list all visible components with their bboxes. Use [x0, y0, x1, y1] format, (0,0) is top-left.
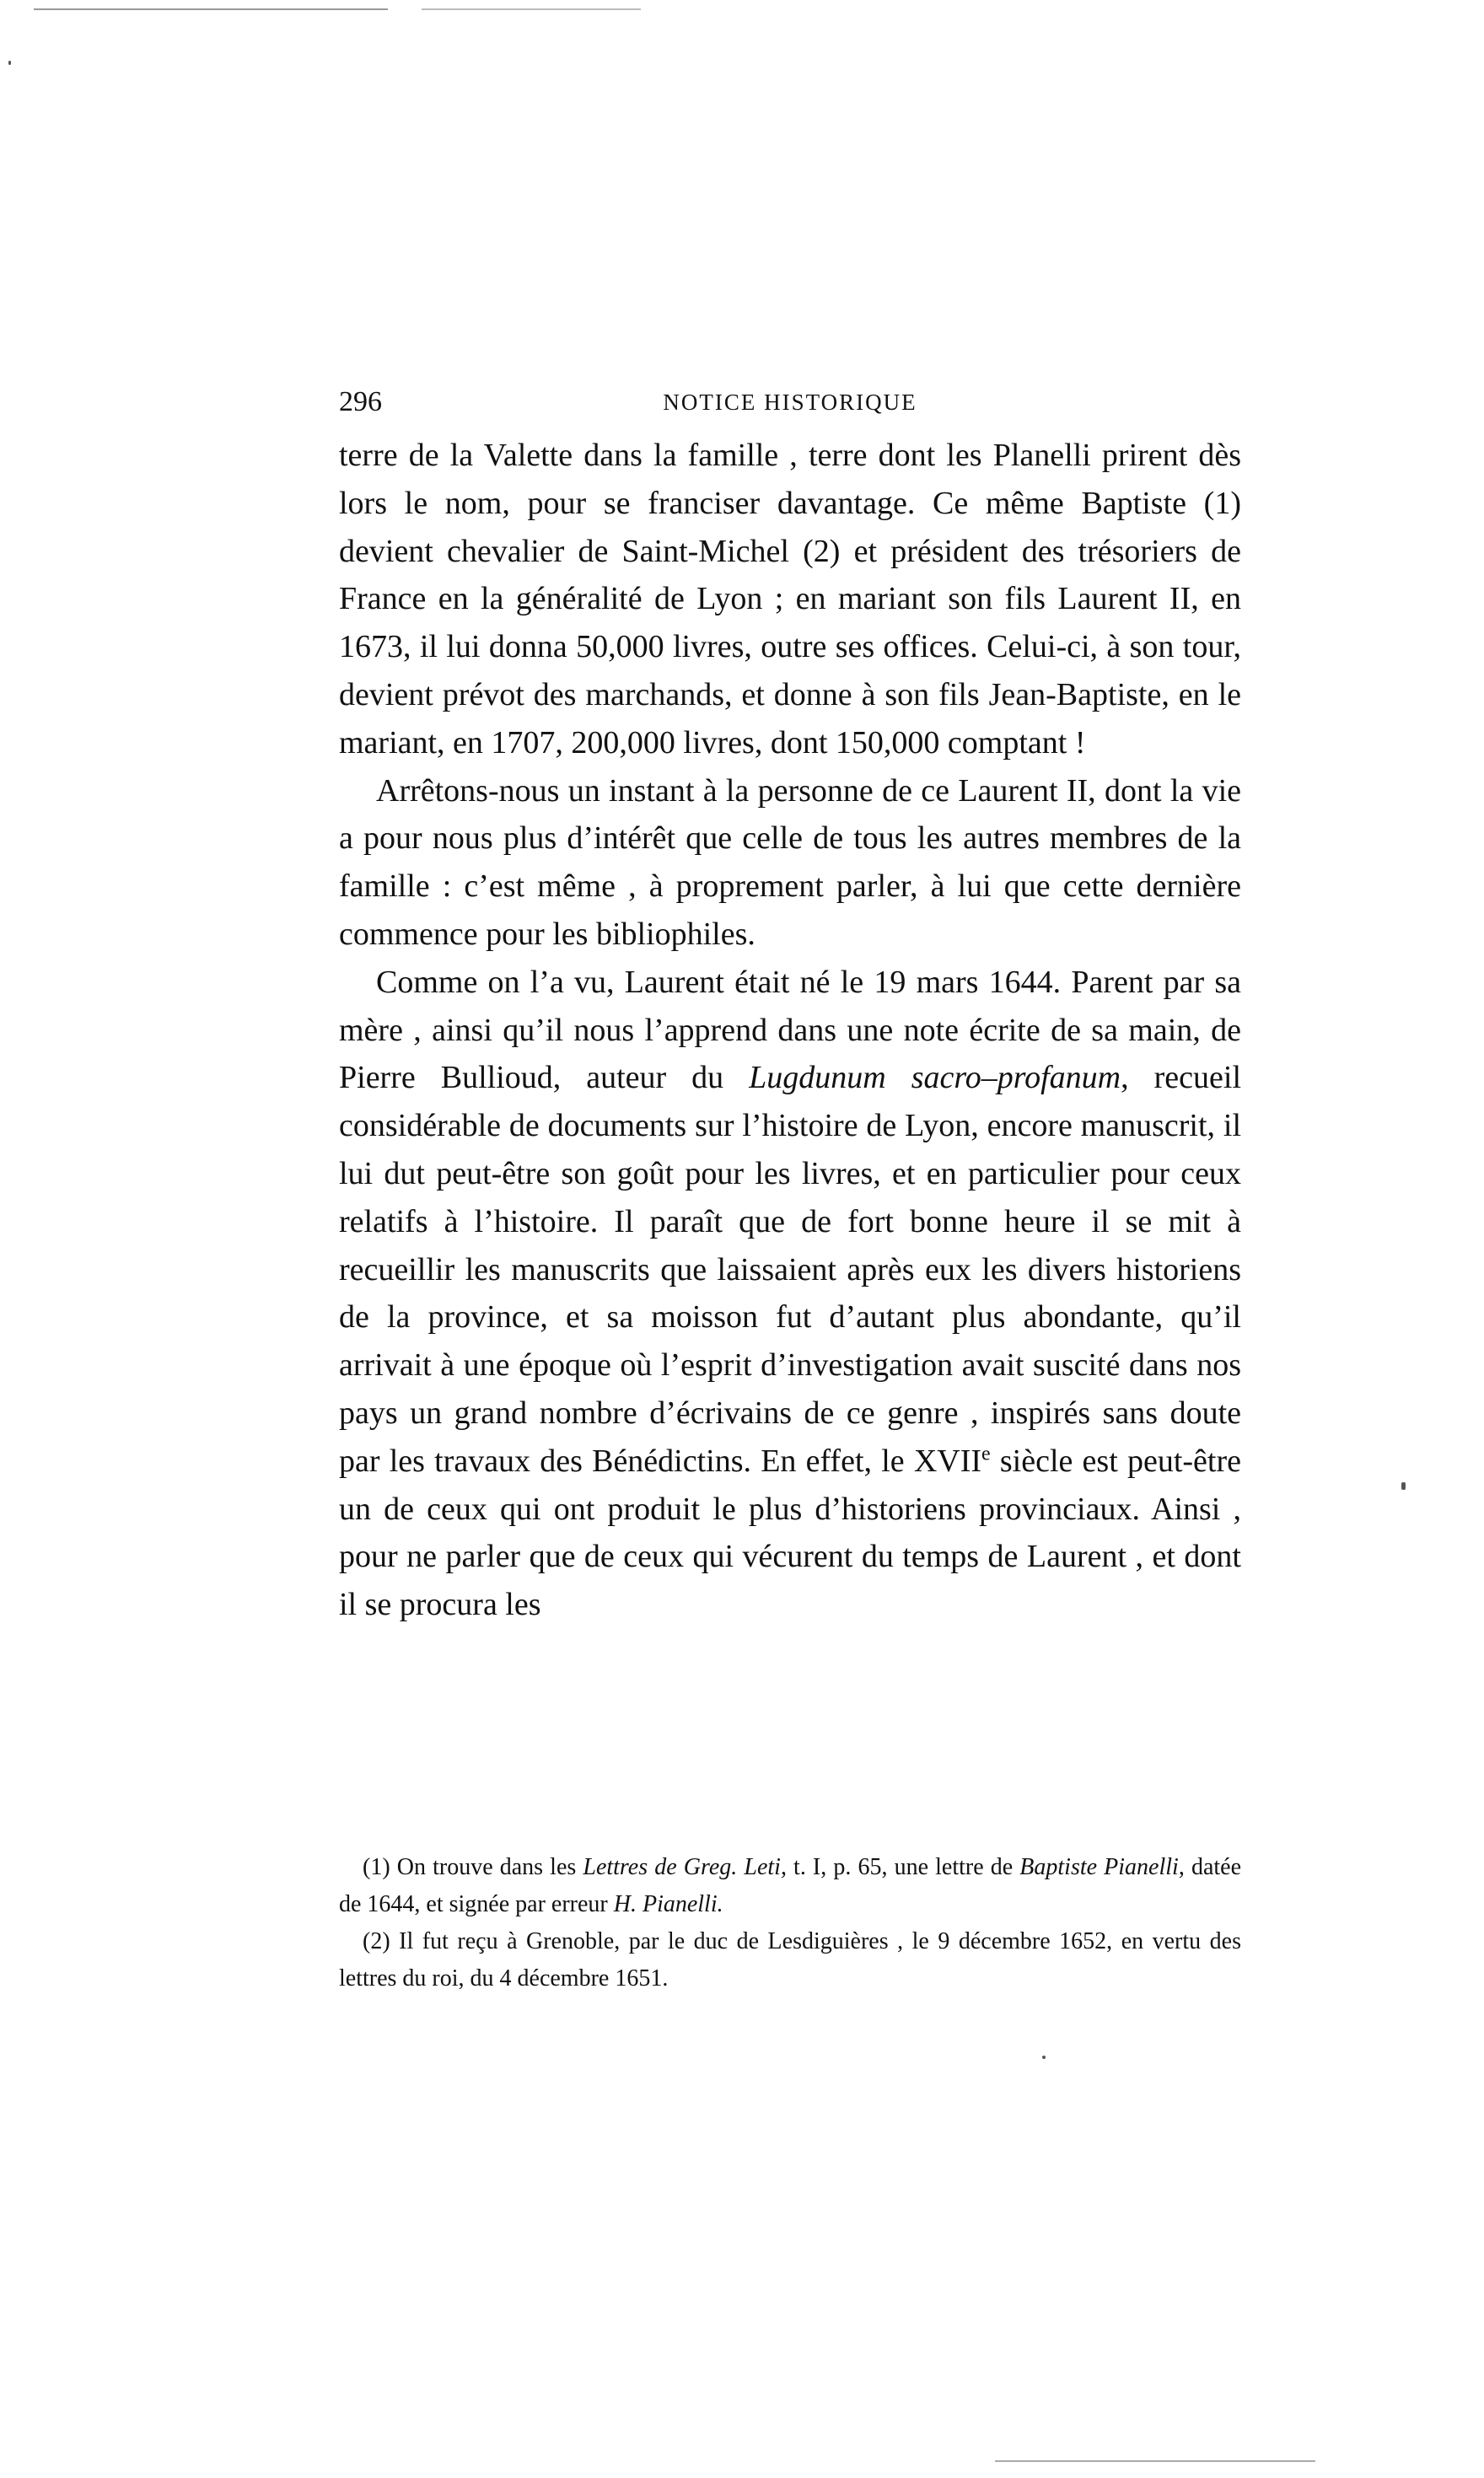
body-text: [339, 432, 1241, 1629]
scan-edge-line: [34, 8, 388, 10]
scan-edge-line: [422, 8, 641, 10]
paragraph-3: Comme on l’a vu, Laurent était né le 19 mars 1644. Parent par sa mère , ainsi qu’il nous l’apprend dans une note écrite de sa main, de Pierre Bullioud, auteur du Lugdunum sacro–profanum, recueil considérable de documents sur l’histoire de Lyon, encore manuscrit, il lui dut peut-être son goût pour les livres, et en particulier pour ceux relatifs à l’histoire. Il paraît que de fort bonne heure il se mit à recueillir les manuscrits que laissaient après eux les divers historiens de la province, et sa moisson fut d’autant plus abondante, qu’il arrivait à une époque où l’esprit d’investigation avait suscité dans nos pays un grand nombre d’écrivains de ce genre , inspirés sans doute par les travaux des Bénédictins. En effet, le XVIIe siècle est peut-être un de ceux qui ont produit le plus d’historiens provinciaux. Ainsi , pour ne parler que de ceux qui vécurent du temps de Laurent , et dont il se procura les: [339, 964, 1241, 1623]
page-number: 296: [339, 386, 382, 417]
scan-speck: [1401, 1482, 1406, 1490]
running-head: NOTICE HISTORIQUE: [663, 390, 917, 415]
footnotes: [339, 1849, 1241, 1997]
footnote-1-signature: H. Pianelli.: [613, 1891, 723, 1917]
century-numeral: XVII: [913, 1443, 982, 1479]
scan-speck: [8, 61, 11, 65]
footnote-1-work-title: Lettres de Greg. Leti: [583, 1854, 781, 1880]
paragraph-1: terre de la Valette dans la famille , terre dont les Planelli prirent dès lors le nom, pour se franciser davantage. Ce même Baptiste (1) devient chevalier de Saint-Michel (2) et président des trésoriers de France en la généralité de Lyon ; en mariant son fils Laurent II, en 1673, il lui donna 50,000 livres, outre ses offices. Celui-ci, à son tour, devient prévot des marchands, et donne à son fils Jean-Baptiste, en le mariant, en 1707, 200,000 livres, dont 150,000 comptant !: [339, 438, 1241, 761]
century-superscript: e: [981, 1443, 991, 1465]
scan-edge-line: [995, 2460, 1315, 2462]
work-title: Lugdunum sacro–profanum: [749, 1060, 1121, 1096]
footnote-2: (2) Il fut reçu à Grenoble, par le duc de Lesdiguières , le 9 décembre 1652, en vertu des lettres du roi, du 4 décembre 1651.: [339, 1928, 1241, 1992]
page-header: [339, 381, 1241, 423]
paragraph-2: Arrêtons-nous un instant à la personne de ce Laurent II, dont la vie a pour nous plus d’intérêt que celle de tous les autres membres de la famille : c’est même , à proprement parler, à lui que cette dernière commence pour les bibliophiles.: [339, 772, 1241, 952]
scan-speck: [1042, 2056, 1046, 2059]
footnote-1: (1) On trouve dans les Lettres de Greg. Leti, t. I, p. 65, une lettre de Baptiste Pianelli, datée de 1644, et signée par erreur H. Pianelli.: [339, 1854, 1241, 1917]
footnote-1-name: Baptiste Pianelli: [1019, 1854, 1179, 1880]
